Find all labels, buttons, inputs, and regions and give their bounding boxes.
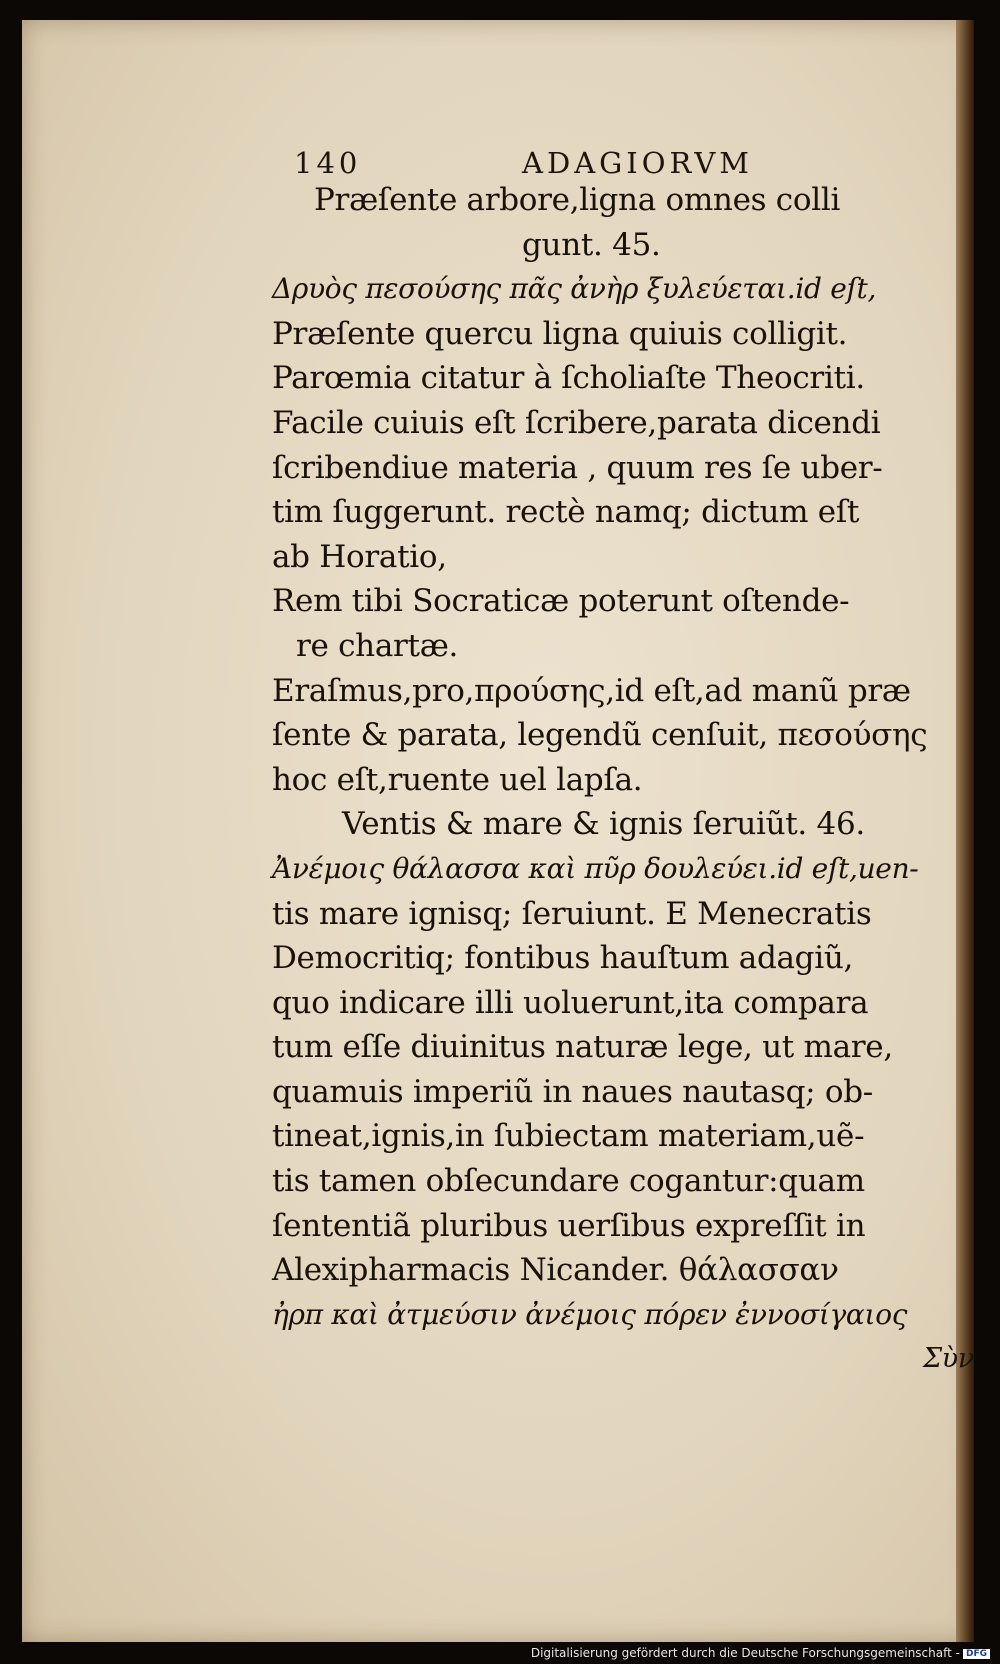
- text-line: Ventis & mare & ignis ſeruiũt. 46.: [342, 806, 865, 843]
- text-line: Eraſmus,pro,πρoύσης,id eſt,ad manũ præ: [272, 672, 911, 709]
- credit-text: Digitalisierung gefördert durch die Deutsche Forschungsgemeinschaft -: [530, 1646, 960, 1660]
- text-line: hoc eſt,ruente uel lapſa.: [272, 761, 643, 798]
- text-line: Σὺν: [922, 1343, 974, 1375]
- running-title: ADAGIORVM: [522, 146, 753, 180]
- book-page: [22, 20, 974, 1642]
- text-line: Democritiq; fontibus hauſtum adagiũ,: [272, 940, 854, 977]
- text-line: Alexipharmacis Nicander. θάλασσαν: [272, 1252, 839, 1289]
- digitization-credit: [531, 1646, 990, 1660]
- page-header: [294, 146, 814, 180]
- text-line: ſcribendiue materia , quum res ſe uber-: [272, 449, 883, 486]
- folio-number: 140: [294, 146, 362, 180]
- text-line: tim ſuggerunt. rectè namq; dictum eſt: [272, 494, 860, 531]
- text-line: Δρυὸς πεσούσης πᾶς ἀνὴρ ξυλεύεται.id eſt,: [272, 272, 877, 306]
- text-line: quo indicare illi uoluerunt,ita compara: [272, 984, 869, 1021]
- text-line: tis tamen obſecundare cogantur:quam: [272, 1163, 865, 1200]
- text-line: quamuis imperiũ in naues nautasq; ob-: [272, 1073, 873, 1110]
- text-line: ſententiã pluribus uerſibus expreſſit in: [272, 1207, 866, 1244]
- text-line: Præſente arbore,ligna omnes colli: [314, 182, 841, 218]
- text-line: Facile cuiuis eſt ſcribere,parata dicendi: [272, 404, 881, 441]
- text-line: ἠρπ καὶ ἀτμεύσιν ἀνέμοις πόρεν ἐννοσίγαιος: [272, 1297, 908, 1331]
- text-line: tum eſſe diuinitus naturæ lege, ut mare,: [272, 1029, 893, 1066]
- text-line: Rem tibi Socraticæ poterunt oſtende-: [272, 583, 850, 620]
- text-line: ab Horatio,: [272, 538, 447, 575]
- text-line: Ἀνέμοις θάλασσα καὶ πῦρ δουλεύει.id eſt,uen-: [272, 851, 919, 885]
- text-block: [272, 178, 984, 1382]
- text-line: gunt. 45.: [522, 226, 661, 263]
- text-line: ſente & parata, legendũ cenſuit, πεσούσης: [272, 717, 928, 754]
- text-line: re chartæ.: [296, 627, 459, 664]
- dfg-logo: DFG: [963, 1649, 990, 1659]
- text-line: tineat,ignis,in ſubiectam materiam,uẽ-: [272, 1118, 865, 1155]
- text-line: Parœmia citatur à ſcholiaſte Theocriti.: [272, 360, 865, 397]
- text-line: Præſente quercu ligna quiuis colligit.: [272, 315, 848, 352]
- text-line: tis mare ignisq; ſeruiunt. E Menecratis: [272, 895, 872, 932]
